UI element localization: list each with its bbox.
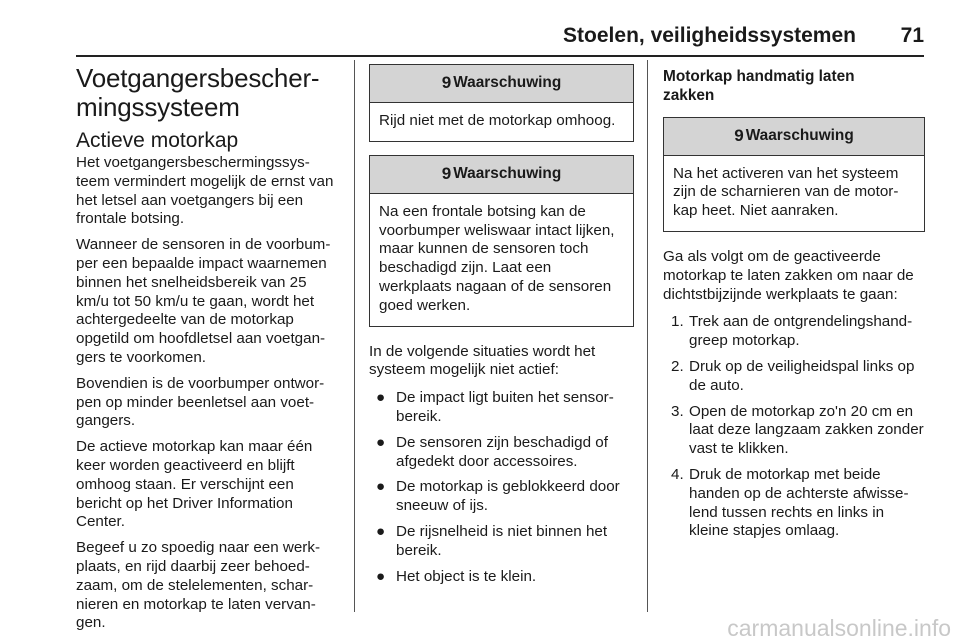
column-3 [663,64,925,548]
column-divider-2 [647,60,648,612]
warning-icon: 9 [734,125,744,145]
column-divider-1 [354,60,355,612]
warning-title: Waarschuwing [745,126,854,144]
list-item [663,358,925,396]
page-number: 71 [900,24,924,47]
warning-header [664,118,924,156]
list-item-text: Trek aan de ontgrendelingshand-greep motorkap. [689,313,913,350]
list-item [663,313,925,351]
warning-title: Waarschuwing [453,74,562,92]
column-2 [369,64,634,593]
subsection-heading: Motorkap handmatig laten zakken [663,68,855,104]
paragraph: Wanneer de sensoren in de voorbum-per een bepaalde impact waarnemen binnen het snelheidsbereik van 25 km/u tot 50 km/u te gaan, wordt het achtergedeelte van de motorkap opgetild om hoofdletsel aan voetgan-gers te voorkomen. [76,236,331,366]
list-item [369,389,634,427]
warning-header [370,156,633,194]
list-item [369,434,634,472]
list-item [663,466,925,541]
bullet-icon: ● [376,389,386,407]
list-item [369,478,634,516]
warning-text: Na een frontale botsing kan de voorbumper weliswaar intact lijken, maar kunnen de sensoren toch beschadigd zijn. Laat een werkplaats nagaan of de sensoren goed werken. [379,202,615,314]
list-item-text: Open de motorkap zo'n 20 cm en laat deze langzaam zakken zonder vast te klikken. [689,402,924,458]
warning-icon: 9 [441,73,452,93]
list-item-text: De impact ligt buiten het sensor-bereik. [396,389,614,425]
bullet-list [369,389,634,586]
bullet-icon: ● [376,522,386,540]
list-item-text: Het object is te klein. [396,567,537,585]
watermark: carmanualsonline.info [727,615,951,641]
page-title: Stoelen, veiligheidssystemen [563,24,856,47]
list-item [663,403,925,459]
warning-icon: 9 [441,163,452,183]
list-item-text: Druk op de veiligheidspal links op de auto. [689,357,915,394]
header-rule [76,55,924,57]
list-item-text: De motorkap is geblokkeerd door sneeuw of ijs. [396,478,620,515]
paragraph: In de volgende situaties wordt het systeem mogelijk niet actief: [369,342,596,379]
warning-header [370,65,633,103]
warning-text: Rijd niet met de motorkap omhoog. [379,112,616,129]
warning-box [369,64,634,142]
step-number: 2. [671,357,684,375]
bullet-icon: ● [376,478,386,496]
column-1 [76,64,341,640]
step-number: 1. [671,313,684,331]
list-item-text: De sensoren zijn beschadigd of afgedekt door accessoires. [396,433,608,470]
step-number: 4. [671,465,684,483]
step-number: 3. [671,402,684,420]
paragraph: Het voetgangersbeschermingssys-teem vermindert mogelijk de ernst van het letsel aan voetgangers bij een frontale botsing. [76,154,334,228]
warning-box [369,155,634,327]
section-heading: Voetgangersbescher-mingssysteem [76,63,320,122]
paragraph: Bovendien is de voorbumper ontwor-pen op minder beenletsel aan voet-gangers. [76,374,325,430]
warning-title: Waarschuwing [453,164,562,182]
bullet-icon: ● [376,567,386,585]
numbered-list [663,313,925,541]
list-item-text: De rijsnelheid is niet binnen het bereik. [396,522,608,559]
paragraph: De actieve motorkap kan maar één keer worden geactiveerd en blijft omhoog staan. Er verschijnt een bericht op het Driver Information Center. [76,438,313,531]
paragraph: Begeef u zo spoedig naar een werk-plaats, en rijd daarbij zeer behoed-zaam, om de stelelementen, schar-nieren en motorkap te laten vervan-gen. [76,539,321,632]
list-item [369,523,634,561]
warning-text: Na het activeren van het systeem zijn de scharnieren van de motor-kap heet. Niet aanraken. [673,164,899,220]
page-header [0,24,924,52]
list-item [369,568,634,587]
subsection-heading: Actieve motorkap [76,129,239,152]
list-item-text: Druk de motorkap met beide handen op de achterste afwisse-lend tussen rechts en links in kleine stapjes omlaag. [689,465,909,540]
paragraph: Ga als volgt om de geactiveerde motorkap te laten zakken om naar de dichtstbijzijnde werkplaats te gaan: [663,247,914,303]
warning-box [663,117,925,232]
bullet-icon: ● [376,433,386,451]
